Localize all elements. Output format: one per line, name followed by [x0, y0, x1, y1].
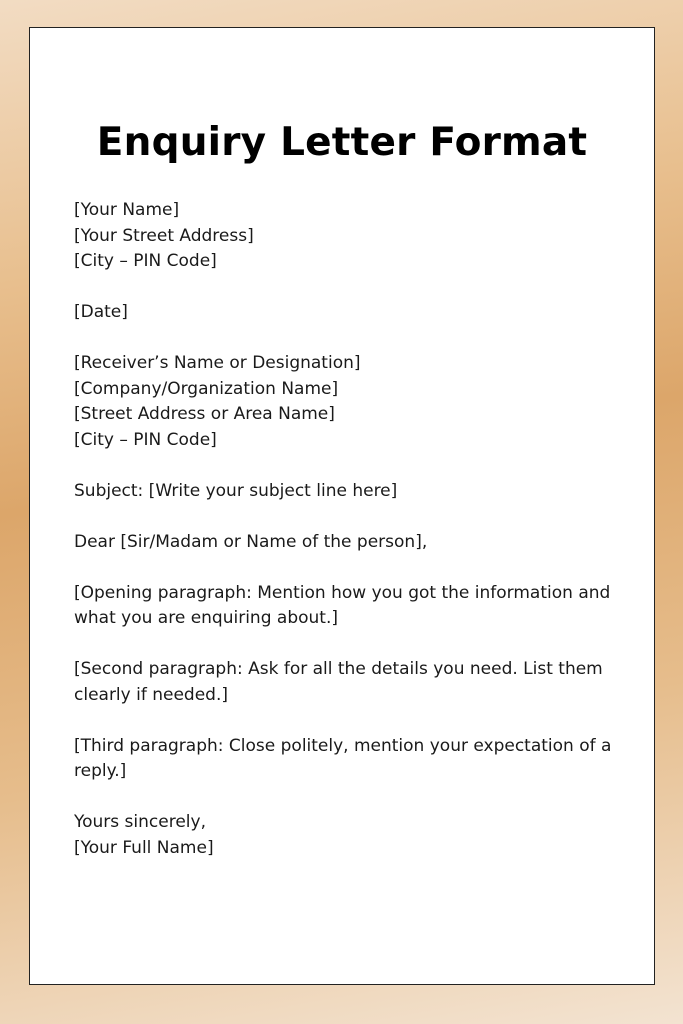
sender-street: [Your Street Address]: [74, 225, 254, 246]
letter-body: [74, 198, 634, 861]
date-block: [74, 300, 634, 326]
opening-paragraph-text: [Opening paragraph: Mention how you got the information and what you are enquiring about.]: [74, 582, 611, 628]
receiver-company: [Company/Organization Name]: [74, 378, 339, 399]
salutation-block: [74, 530, 634, 556]
second-paragraph-text: [Second paragraph: Ask for all the details you need. List them clearly if needed.]: [74, 659, 603, 705]
sender-city: [City – PIN Code]: [74, 251, 217, 271]
subject-block: [74, 479, 634, 505]
page-title: Enquiry Letter Format: [96, 120, 588, 165]
sender-address: [74, 198, 634, 275]
sender-name: [Your Name]: [74, 200, 180, 220]
subject-line: Subject: [Write your subject line here]: [74, 480, 398, 501]
letter-card: [29, 27, 655, 985]
closing-block: [74, 810, 634, 861]
receiver-name: [Receiver’s Name or Designation]: [74, 353, 361, 373]
receiver-address: [74, 351, 634, 453]
second-paragraph: [74, 657, 634, 708]
signature: [Your Full Name]: [74, 837, 214, 858]
third-paragraph-text: [Third paragraph: Close politely, mention your expectation of a reply.]: [74, 735, 612, 781]
receiver-city: [City – PIN Code]: [74, 429, 217, 450]
valediction: Yours sincerely,: [74, 812, 206, 832]
third-paragraph: [74, 734, 634, 785]
receiver-street: [Street Address or Area Name]: [74, 404, 335, 424]
salutation: Dear [Sir/Madam or Name of the person],: [74, 531, 428, 552]
letter-date: [Date]: [74, 302, 128, 322]
opening-paragraph: [74, 581, 634, 632]
